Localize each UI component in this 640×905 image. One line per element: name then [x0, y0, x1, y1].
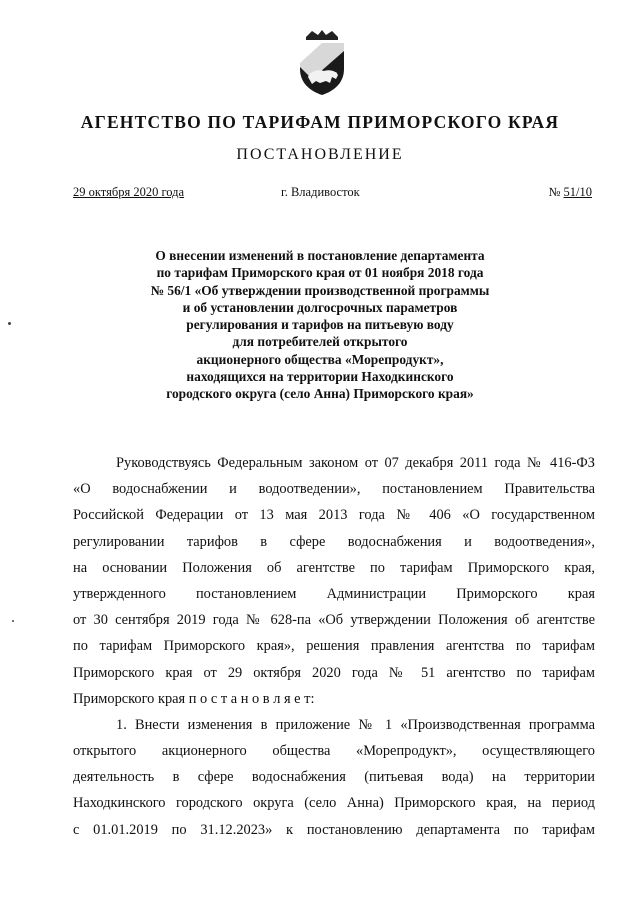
body-line: на основании Положения об агентстве по тарифам Приморского края, — [73, 559, 595, 576]
title-line: О внесении изменений в постановление департамента — [155, 248, 485, 263]
body-line: деятельность в сфере водоснабжения (питьевая вода) на территории — [73, 769, 595, 786]
body-line: утвержденного постановлением Администрации Приморского края — [73, 585, 595, 602]
document-body — [73, 450, 595, 843]
title-line: регулирования и тарифов на питьевую воду — [186, 317, 454, 333]
title-line: находящихся на территории Находкинского — [186, 369, 454, 385]
title-line: городского округа (село Анна) Приморского края» — [166, 386, 474, 402]
document-city: г. Владивосток — [281, 185, 360, 199]
document-type: ПОСТАНОВЛЕНИЕ — [236, 146, 404, 163]
coat-of-arms-icon — [292, 29, 352, 97]
title-line: акционерного общества «Морепродукт», — [196, 351, 444, 367]
body-line: Приморского края п о с т а н о в л я е т: — [73, 690, 315, 707]
body-line: с 01.01.2019 по 31.12.2023» к постановлению департамента по тарифам — [73, 821, 595, 838]
document-title — [60, 247, 580, 403]
body-line: по тарифам Приморского края», решения правления агентства по тарифам — [73, 638, 595, 655]
scan-speck — [8, 322, 11, 325]
body-line: Руководствуясь Федеральным законом от 07 декабря 2011 года № 416-ФЗ — [116, 455, 595, 471]
agency-name: АГЕНТСТВО ПО ТАРИФАМ ПРИМОРСКОГО КРАЯ — [80, 112, 560, 132]
body-line: регулировании тарифов в сфере водоснабжения и водоотведения», — [73, 533, 595, 550]
document-date: 29 октября 2020 года — [73, 185, 185, 199]
body-line: 1. Внести изменения в приложение № 1 «Производственная программа — [116, 716, 595, 733]
document-number-prefix: № — [548, 185, 564, 199]
title-line: по тарифам Приморского края от 01 ноября 2018 года — [156, 265, 484, 281]
document-number — [548, 185, 592, 200]
body-line: Приморского края от 29 октября 2020 года № 51 агентство по тарифам — [73, 664, 595, 681]
scan-speck — [12, 620, 14, 622]
title-line: и об установлении долгосрочных параметров — [182, 299, 458, 315]
body-line: открытого акционерного общества «Морепродукт», осуществляющего — [73, 743, 595, 760]
title-line: для потребителей открытого — [232, 334, 408, 350]
body-line: от 30 сентября 2019 года № 628-па «Об утверждении Положения об агентстве — [73, 612, 595, 629]
body-line: Находкинского городского округа (село Анна) Приморского края, на период — [73, 795, 595, 812]
document-number-value: 51/10 — [563, 185, 592, 199]
body-line: Российской Федерации от 13 мая 2013 года № 406 «О государственном — [73, 507, 595, 524]
body-line: «О водоснабжении и водоотведении», постановлением Правительства — [73, 481, 595, 498]
title-line: № 56/1 «Об утверждении производственной программы — [150, 282, 490, 298]
